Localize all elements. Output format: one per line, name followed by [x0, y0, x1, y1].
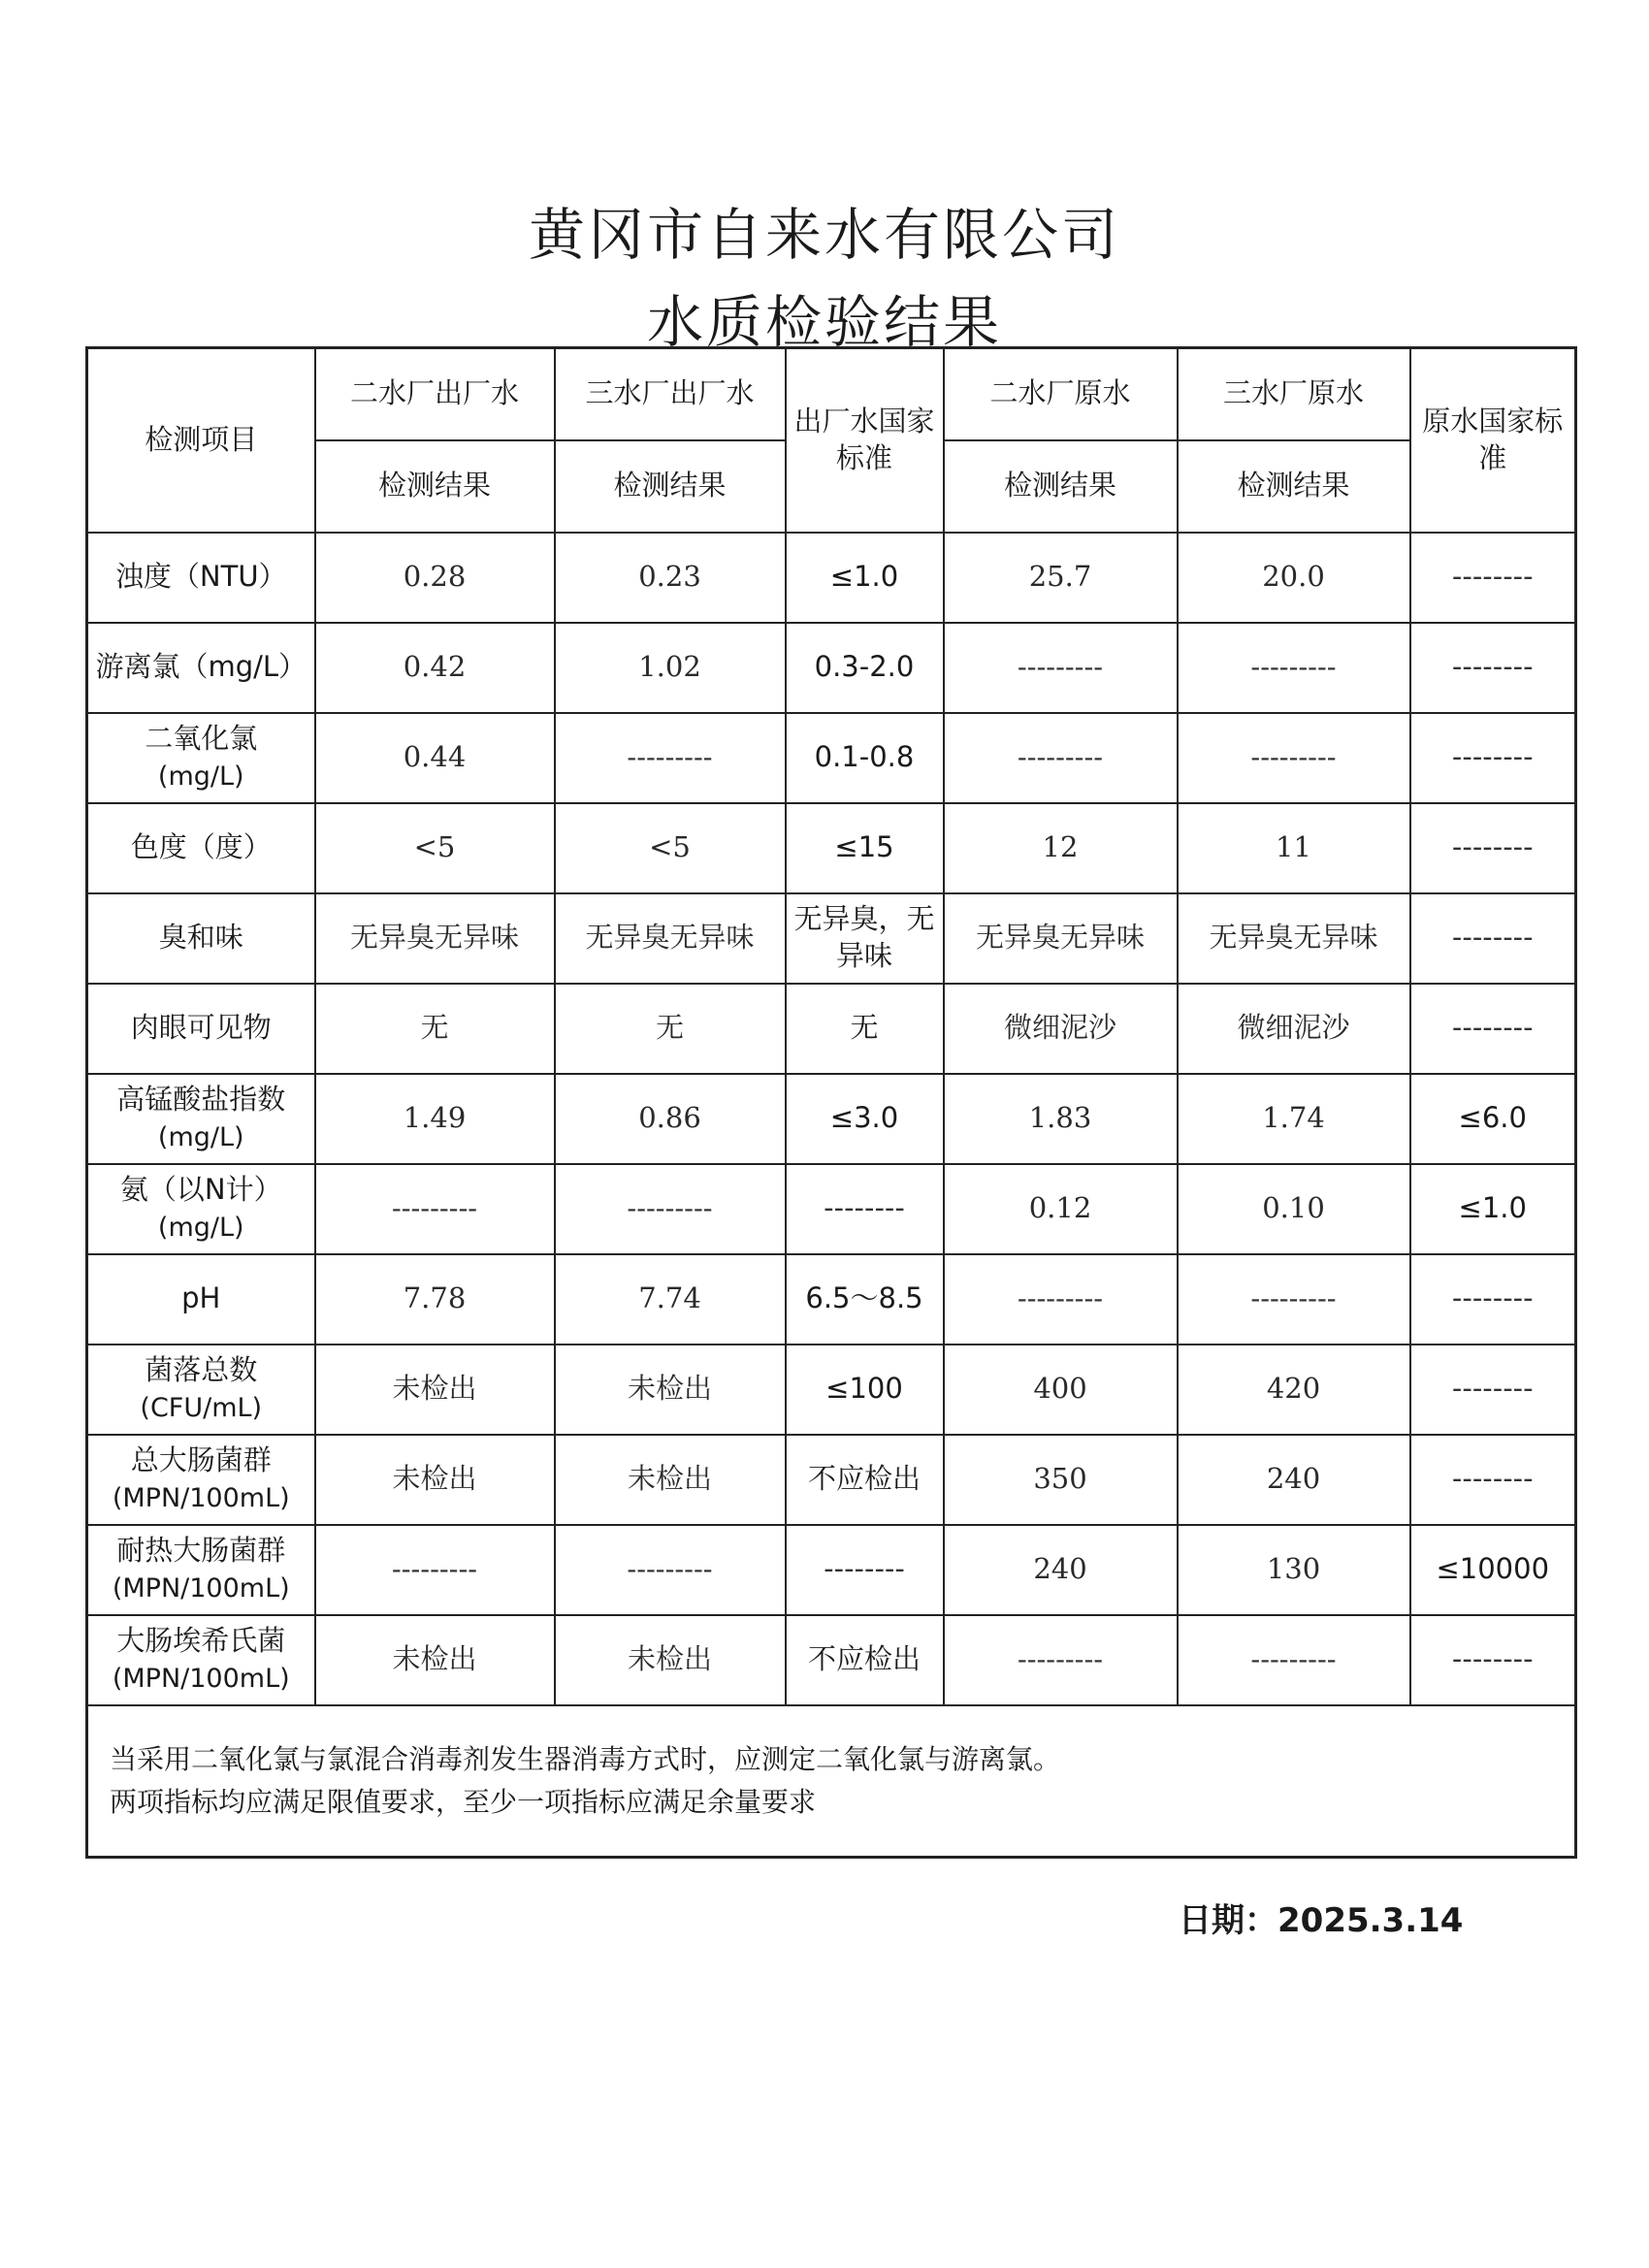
- effluent-standard-value: 6.5～8.5: [786, 1254, 944, 1345]
- header-result-label: 检测结果: [555, 440, 786, 533]
- item-name: 氨（以N计）: [119, 1173, 282, 1207]
- item-unit: (MPN/100mL): [112, 1573, 290, 1604]
- item-name: 游离氯（mg/L）: [95, 650, 307, 684]
- plant3-effluent-value: <5: [555, 803, 786, 893]
- item-name: 臭和味: [158, 921, 243, 955]
- plant3-effluent-value: 无: [555, 984, 786, 1074]
- plant3-effluent-value: ---------: [555, 1525, 786, 1615]
- effluent-standard-value: --------: [786, 1164, 944, 1254]
- plant2-raw-value: 240: [944, 1525, 1178, 1615]
- item-name: 高锰酸盐指数: [116, 1083, 286, 1117]
- plant3-raw-value: 0.10: [1178, 1164, 1410, 1254]
- header-plant3-raw: 三水厂原水: [1178, 348, 1410, 440]
- item-name: 二氧化氯: [145, 722, 258, 756]
- plant3-raw-value: 11: [1178, 803, 1410, 893]
- plant2-raw-value: 12: [944, 803, 1178, 893]
- plant2-raw-value: ---------: [944, 713, 1178, 803]
- raw-standard-value: --------: [1410, 1435, 1576, 1525]
- item-name-cell: [87, 893, 315, 984]
- plant3-effluent-value: 1.02: [555, 623, 786, 713]
- header-result-label: 检测结果: [1178, 440, 1410, 533]
- plant2-effluent-value: 0.42: [315, 623, 555, 713]
- date-label: 日期：: [1179, 1901, 1277, 1940]
- header-plant3-effluent: 三水厂出厂水: [555, 348, 786, 440]
- effluent-standard-value: ≤1.0: [786, 533, 944, 623]
- plant2-effluent-value: 无异臭无异味: [315, 893, 555, 984]
- plant3-raw-value: 240: [1178, 1435, 1410, 1525]
- item-name-cell: [87, 1615, 315, 1705]
- plant3-raw-value: 微细泥沙: [1178, 984, 1410, 1074]
- plant2-raw-value: 350: [944, 1435, 1178, 1525]
- report-date: [1179, 1894, 1463, 1941]
- plant3-effluent-value: ---------: [555, 713, 786, 803]
- plant3-effluent-value: 0.86: [555, 1074, 786, 1164]
- raw-standard-value: --------: [1410, 623, 1576, 713]
- header-raw-standard: 原水国家标准: [1410, 348, 1576, 533]
- note-cell: [87, 1705, 1576, 1858]
- item-name-cell: [87, 623, 315, 713]
- item-unit: (mg/L): [157, 1213, 244, 1243]
- item-name-cell: [87, 1254, 315, 1345]
- table-row: [87, 1254, 1576, 1345]
- header-result-label: 检测结果: [315, 440, 555, 533]
- item-name-cell: [87, 1435, 315, 1525]
- raw-standard-value: --------: [1410, 984, 1576, 1074]
- table-row: [87, 533, 1576, 623]
- effluent-standard-value: ≤3.0: [786, 1074, 944, 1164]
- item-name: 总大肠菌群: [130, 1443, 272, 1477]
- item-name: 肉眼可见物: [130, 1011, 272, 1045]
- item-unit: (mg/L): [157, 1122, 244, 1152]
- item-name-cell: [87, 1525, 315, 1615]
- plant3-raw-value: ---------: [1178, 623, 1410, 713]
- table-row: [87, 984, 1576, 1074]
- item-unit: (mg/L): [157, 761, 244, 792]
- plant2-raw-value: 0.12: [944, 1164, 1178, 1254]
- page-subtitle: 水质检验结果: [646, 289, 1002, 355]
- plant2-raw-value: 微细泥沙: [944, 984, 1178, 1074]
- plant2-effluent-value: 未检出: [315, 1435, 555, 1525]
- page-title: 黄冈市自来水有限公司: [528, 202, 1120, 268]
- effluent-standard-value: 无异臭，无异味: [786, 893, 944, 984]
- table-row: [87, 1164, 1576, 1254]
- effluent-standard-value: 不应检出: [786, 1615, 944, 1705]
- item-unit: (MPN/100mL): [112, 1483, 290, 1513]
- item-unit: (MPN/100mL): [112, 1664, 290, 1694]
- item-name: 大肠埃希氏菌: [116, 1624, 286, 1658]
- plant2-raw-value: 1.83: [944, 1074, 1178, 1164]
- plant2-effluent-value: 无: [315, 984, 555, 1074]
- effluent-standard-value: 0.1-0.8: [786, 713, 944, 803]
- item-name-cell: [87, 533, 315, 623]
- plant2-effluent-value: 未检出: [315, 1345, 555, 1435]
- effluent-standard-value: 无: [786, 984, 944, 1074]
- table-row: [87, 1074, 1576, 1164]
- plant2-effluent-value: <5: [315, 803, 555, 893]
- raw-standard-value: ≤6.0: [1410, 1074, 1576, 1164]
- plant3-raw-value: 无异臭无异味: [1178, 893, 1410, 984]
- note-line-1: 当采用二氧化氯与氯混合消毒剂发生器消毒方式时，应测定二氧化氯与游离氯。: [110, 1743, 1061, 1776]
- table-row: [87, 1525, 1576, 1615]
- item-name: 浊度（NTU）: [114, 560, 287, 594]
- raw-standard-value: --------: [1410, 893, 1576, 984]
- item-name-cell: [87, 1074, 315, 1164]
- plant3-effluent-value: 未检出: [555, 1435, 786, 1525]
- table-row: [87, 623, 1576, 713]
- header-item: 检测项目: [87, 348, 315, 533]
- plant2-effluent-value: 0.44: [315, 713, 555, 803]
- item-name-cell: [87, 1164, 315, 1254]
- raw-standard-value: --------: [1410, 713, 1576, 803]
- plant3-raw-value: ---------: [1178, 1615, 1410, 1705]
- plant2-raw-value: 无异臭无异味: [944, 893, 1178, 984]
- header-row: [87, 348, 1576, 440]
- table-row: [87, 1345, 1576, 1435]
- effluent-standard-value: ≤15: [786, 803, 944, 893]
- plant2-effluent-value: 1.49: [315, 1074, 555, 1164]
- plant2-effluent-value: ---------: [315, 1164, 555, 1254]
- plant3-raw-value: 1.74: [1178, 1074, 1410, 1164]
- raw-standard-value: --------: [1410, 803, 1576, 893]
- item-name-cell: [87, 1345, 315, 1435]
- item-name-cell: [87, 984, 315, 1074]
- item-name: 菌落总数: [145, 1353, 258, 1387]
- plant2-effluent-value: 未检出: [315, 1615, 555, 1705]
- plant3-effluent-value: 7.74: [555, 1254, 786, 1345]
- note-row: [87, 1705, 1576, 1858]
- plant3-raw-value: 20.0: [1178, 533, 1410, 623]
- plant3-raw-value: 130: [1178, 1525, 1410, 1615]
- item-unit: (CFU/mL): [140, 1393, 263, 1423]
- raw-standard-value: --------: [1410, 1615, 1576, 1705]
- effluent-standard-value: --------: [786, 1525, 944, 1615]
- header-effluent-standard: 出厂水国家标准: [786, 348, 944, 533]
- raw-standard-value: --------: [1410, 1254, 1576, 1345]
- item-name: 色度（度）: [130, 830, 272, 864]
- header-result-label: 检测结果: [944, 440, 1178, 533]
- header-plant2-effluent: 二水厂出厂水: [315, 348, 555, 440]
- date-value: 2025.3.14: [1277, 1901, 1464, 1940]
- plant2-effluent-value: 7.78: [315, 1254, 555, 1345]
- table-row: [87, 803, 1576, 893]
- table-row: [87, 893, 1576, 984]
- plant3-effluent-value: ---------: [555, 1164, 786, 1254]
- plant2-raw-value: ---------: [944, 623, 1178, 713]
- plant3-raw-value: ---------: [1178, 1254, 1410, 1345]
- table-row: [87, 1435, 1576, 1525]
- plant3-effluent-value: 未检出: [555, 1615, 786, 1705]
- results-table: [85, 346, 1577, 1859]
- plant3-raw-value: ---------: [1178, 713, 1410, 803]
- item-name-cell: [87, 713, 315, 803]
- plant2-raw-value: 25.7: [944, 533, 1178, 623]
- item-name: 耐热大肠菌群: [116, 1534, 286, 1568]
- item-name: pH: [181, 1281, 221, 1315]
- table-row: [87, 1615, 1576, 1705]
- item-name-cell: [87, 803, 315, 893]
- table-row: [87, 713, 1576, 803]
- plant2-raw-value: 400: [944, 1345, 1178, 1435]
- effluent-standard-value: 不应检出: [786, 1435, 944, 1525]
- raw-standard-value: ≤1.0: [1410, 1164, 1576, 1254]
- plant2-raw-value: ---------: [944, 1615, 1178, 1705]
- effluent-standard-value: ≤100: [786, 1345, 944, 1435]
- note-line-2: 两项指标均应满足限值要求，至少一项指标应满足余量要求: [110, 1785, 817, 1818]
- raw-standard-value: ≤10000: [1410, 1525, 1576, 1615]
- plant2-effluent-value: ---------: [315, 1525, 555, 1615]
- plant3-effluent-value: 0.23: [555, 533, 786, 623]
- plant2-effluent-value: 0.28: [315, 533, 555, 623]
- plant3-effluent-value: 未检出: [555, 1345, 786, 1435]
- raw-standard-value: --------: [1410, 533, 1576, 623]
- raw-standard-value: --------: [1410, 1345, 1576, 1435]
- plant3-raw-value: 420: [1178, 1345, 1410, 1435]
- plant2-raw-value: ---------: [944, 1254, 1178, 1345]
- effluent-standard-value: 0.3-2.0: [786, 623, 944, 713]
- plant3-effluent-value: 无异臭无异味: [555, 893, 786, 984]
- header-plant2-raw: 二水厂原水: [944, 348, 1178, 440]
